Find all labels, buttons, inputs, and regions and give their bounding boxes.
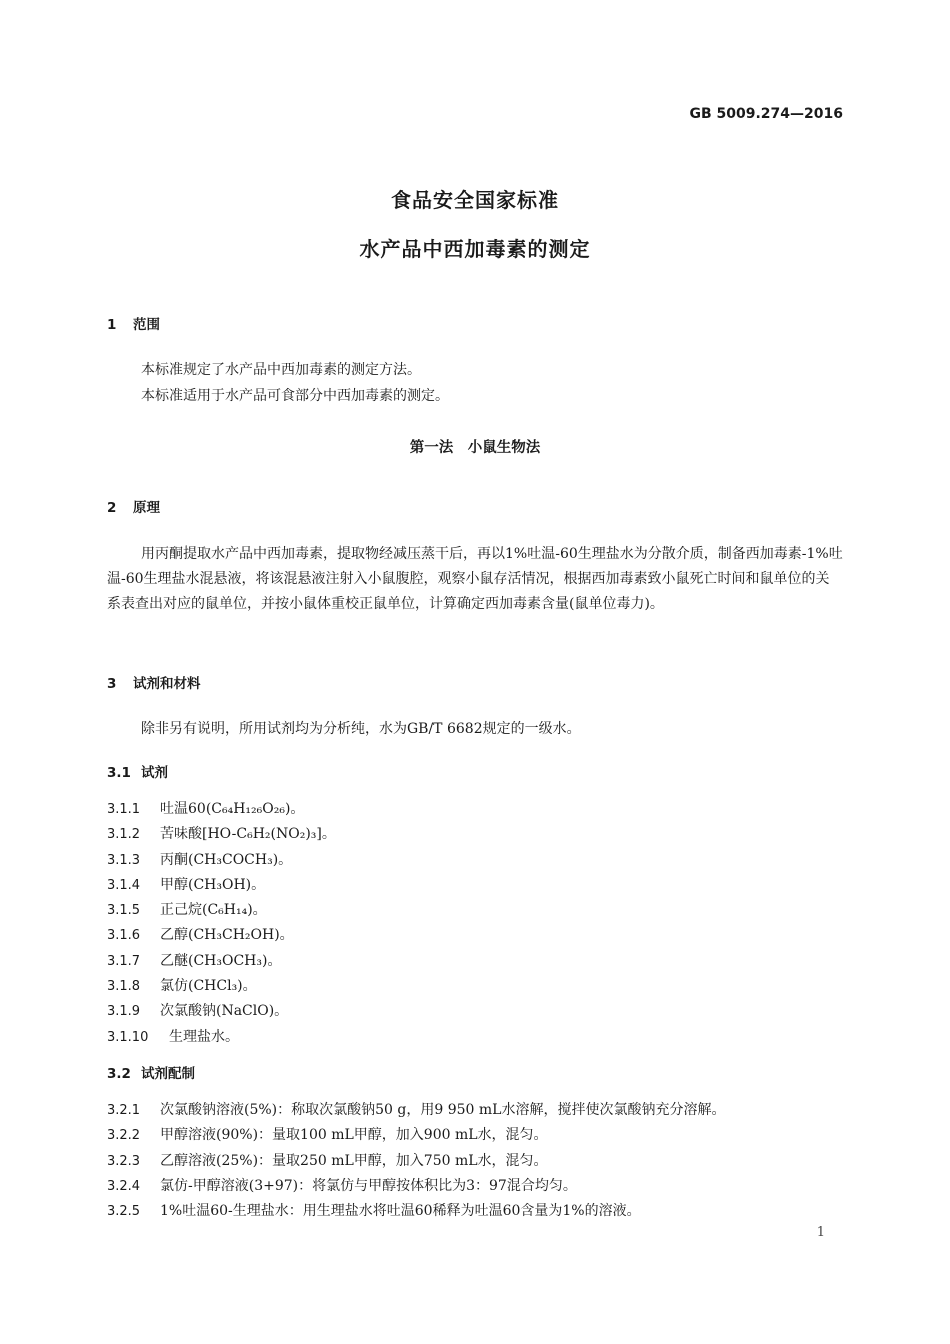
scope-line-1: 本标准规定了水产品中西加毒素的测定方法。 bbox=[141, 362, 421, 378]
standard-code: GB 5009.274—2016 bbox=[689, 106, 843, 122]
title-line-2: 水产品中西加毒素的测定 bbox=[359, 237, 591, 261]
preparation-item: 3.2.5 1%吐温60-生理盐水：用生理盐水将吐温60稀释为吐温60含量为1%的溶液。 bbox=[107, 1203, 641, 1219]
page-number: 1 bbox=[816, 1225, 825, 1240]
reagent-item: 3.1.6 乙醇(CH₃CH₂OH)。 bbox=[107, 927, 294, 943]
section-title: 范围 bbox=[133, 317, 160, 333]
section-3-heading bbox=[107, 672, 201, 692]
section-3-1-heading bbox=[107, 761, 168, 781]
reagent-item: 3.1.7 乙醚(CH₃OCH₃)。 bbox=[107, 953, 282, 969]
preparation-item: 3.2.2 甲醇溶液(90%)：量取100 mL甲醇，加入900 mL水，混匀。 bbox=[107, 1127, 548, 1143]
reagent-item: 3.1.2 苦味酸[HO-C₆H₂(NO₂)₃]。 bbox=[107, 826, 336, 842]
preparation-item: 3.2.4 氯仿-甲醇溶液(3+97)：将氯仿与甲醇按体积比为3：97混合均匀。 bbox=[107, 1178, 577, 1194]
principle-paragraph: 用丙酮提取水产品中西加毒素，提取物经减压蒸干后，再以1%吐温-60生理盐水为分散介质，制备西加毒素-1%吐温-60生理盐水混悬液，将该混悬液注射入小鼠腹腔，观察小鼠存活情况，根据西加毒素致小鼠死亡时间和鼠单位的关系表查出对应的鼠单位，并按小鼠体重校正鼠单位，计算确定西加毒素含量(鼠单位毒力)。 bbox=[107, 546, 843, 612]
section-number: 3.1 bbox=[107, 765, 131, 781]
reagents-intro: 除非另有说明，所用试剂均为分析纯，水为GB/T 6682规定的一级水。 bbox=[141, 721, 581, 737]
preparation-item: 3.2.3 乙醇溶液(25%)：量取250 mL甲醇，加入750 mL水，混匀。 bbox=[107, 1153, 548, 1169]
section-number: 3.2 bbox=[107, 1066, 131, 1082]
reagent-item: 3.1.8 氯仿(CHCl₃)。 bbox=[107, 978, 257, 994]
reagent-item: 3.1.4 甲醇(CH₃OH)。 bbox=[107, 877, 266, 893]
reagent-item: 3.1.5 正己烷(C₆H₁₄)。 bbox=[107, 902, 267, 918]
section-title: 试剂 bbox=[141, 765, 168, 781]
method-title: 第一法 小鼠生物法 bbox=[409, 440, 541, 456]
section-2-heading bbox=[107, 496, 160, 516]
reagent-item: 3.1.10 生理盐水。 bbox=[107, 1029, 239, 1045]
scope-line-2: 本标准适用于水产品可食部分中西加毒素的测定。 bbox=[141, 388, 449, 404]
section-title: 原理 bbox=[133, 500, 160, 516]
section-1-heading bbox=[107, 313, 160, 333]
section-title: 试剂配制 bbox=[141, 1066, 195, 1082]
reagent-item: 3.1.1 吐温60(C₆₄H₁₂₆O₂₆)。 bbox=[107, 801, 305, 817]
title-line-1: 食品安全国家标准 bbox=[391, 188, 559, 212]
reagent-item: 3.1.9 次氯酸钠(NaClO)。 bbox=[107, 1003, 289, 1019]
preparation-item: 3.2.1 次氯酸钠溶液(5%)：称取次氯酸钠50 g，用9 950 mL水溶解，搅拌使次氯酸钠充分溶解。 bbox=[107, 1102, 726, 1118]
section-number: 1 bbox=[107, 317, 117, 333]
section-title: 试剂和材料 bbox=[133, 676, 201, 692]
section-number: 3 bbox=[107, 676, 117, 692]
section-3-2-heading bbox=[107, 1062, 195, 1082]
reagent-item: 3.1.3 丙酮(CH₃COCH₃)。 bbox=[107, 852, 293, 868]
section-number: 2 bbox=[107, 500, 117, 516]
